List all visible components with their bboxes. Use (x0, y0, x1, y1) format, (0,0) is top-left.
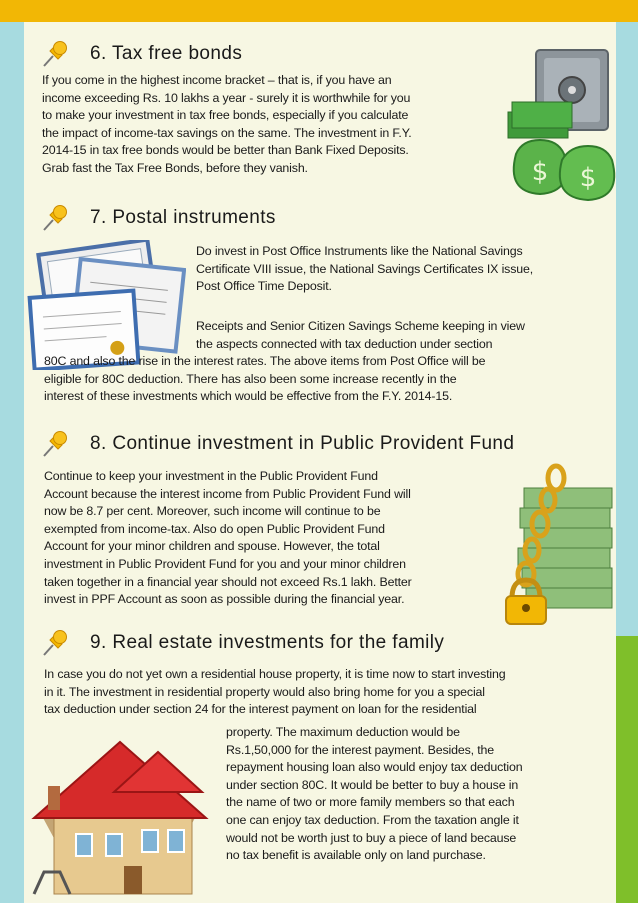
push-pin-icon (40, 429, 70, 459)
text-line: Do invest in Post Office Instruments like the National Savings (196, 244, 523, 258)
section-7-body-a (196, 243, 596, 296)
left-border-bar (0, 22, 24, 903)
text-line: In case you do not yet own a residential house property, it is time now to start investing (44, 667, 506, 681)
right-green-bar (616, 636, 638, 903)
section-7-heading (40, 202, 276, 234)
text-line: Rs.1,50,000 for the interest payment. Besides, the (226, 742, 495, 757)
text-line: Certificate VIII issue, the National Savings Certificates IX issue, (196, 261, 534, 276)
svg-text:$: $ (579, 163, 597, 193)
push-pin-icon (40, 628, 70, 658)
text-line: Continue to keep your investment in the Public Provident Fund (44, 469, 378, 483)
section-9-heading (40, 627, 444, 659)
text-line: tax deduction under section 24 for the interest payment on loan for the residential (44, 702, 477, 717)
text-line: invest in PPF Account as soon as possible during the financial year. (44, 592, 405, 607)
certificates-illustration (26, 240, 186, 370)
text-line: Post Office Time Deposit. (196, 279, 332, 294)
section-9-body-a (44, 666, 596, 719)
push-pin-icon (40, 203, 70, 233)
push-pin-icon (40, 39, 70, 69)
text-line: eligible for 80C deduction. There has also been some increase recently in the (44, 371, 457, 386)
section-7-body-b (196, 318, 596, 353)
section-7-title: 7. Postal instruments (90, 207, 276, 228)
section-6-title: 6. Tax free bonds (90, 43, 243, 64)
text-line: under section 80C. It would be better to buy a house in (226, 777, 519, 792)
text-line: Receipts and Senior Citizen Savings Scheme keeping in view (196, 319, 525, 333)
text-line: Grab fast the Tax Free Bonds, before they vanish. (42, 160, 308, 175)
text-line: Account because the interest income from Public Provident Fund will (44, 486, 411, 501)
text-line: Account for your minor children and spouse. However, the total (44, 539, 380, 554)
section-9-body-b (226, 724, 596, 865)
section-7-body-c (44, 353, 596, 406)
svg-text:$: $ (531, 157, 549, 187)
money-chain-padlock-illustration (496, 458, 616, 628)
page-content (24, 22, 616, 903)
section-8-body (44, 468, 494, 609)
text-line: If you come in the highest income bracket – that is, if you have an (42, 73, 392, 87)
text-line: now be 8.7 per cent. Moreover, such income will continue to be (44, 504, 381, 519)
text-line: the impact of income-tax savings on the same. The investment in F.Y. (42, 125, 412, 140)
text-line: to make your investment in tax free bonds, especially if you calculate (42, 108, 409, 123)
text-line: repayment housing loan also would enjoy tax deduction (226, 760, 523, 775)
text-line: taken together in a financial year should not exceed Rs.1 lakh. Better (44, 574, 412, 589)
text-line: exempted from income-tax. Also do open Public Provident Fund (44, 521, 385, 536)
text-line: in it. The investment in residential property would also bring home for you a special (44, 684, 485, 699)
text-line: no tax benefit is available only on land purchase. (226, 848, 486, 863)
section-9-title: 9. Real estate investments for the family (90, 632, 445, 653)
text-line: one can enjoy tax deduction. From the taxation angle it (226, 812, 519, 827)
section-8-title: 8. Continue investment in Public Provident Fund (90, 433, 515, 454)
text-line: would not be worth just to buy a piece of land because (226, 830, 517, 845)
text-line: the aspects connected with tax deduction under section (196, 336, 493, 351)
safe-money-bags-illustration (496, 42, 624, 204)
text-line: investment in Public Provident Fund for you and your minor children (44, 556, 406, 571)
section-6-heading (40, 38, 242, 70)
text-line: income exceeding Rs. 10 lakhs a year - surely it is worthwhile for you (42, 90, 411, 105)
text-line: 80C and also the rise in the interest rates. The above items from Post Office will be (44, 354, 486, 368)
text-line: 2014-15 in tax free bonds would be better than Bank Fixed Deposits. (42, 143, 409, 158)
section-8-heading (40, 428, 514, 460)
house-illustration (24, 722, 214, 900)
section-6-body (42, 72, 492, 178)
text-line: property. The maximum deduction would be (226, 725, 460, 739)
text-line: the name of two or more family members so that each (226, 795, 515, 810)
text-line: interest of these investments which would be effective from the F.Y. 2014-15. (44, 389, 453, 404)
top-accent-bar (0, 0, 638, 22)
